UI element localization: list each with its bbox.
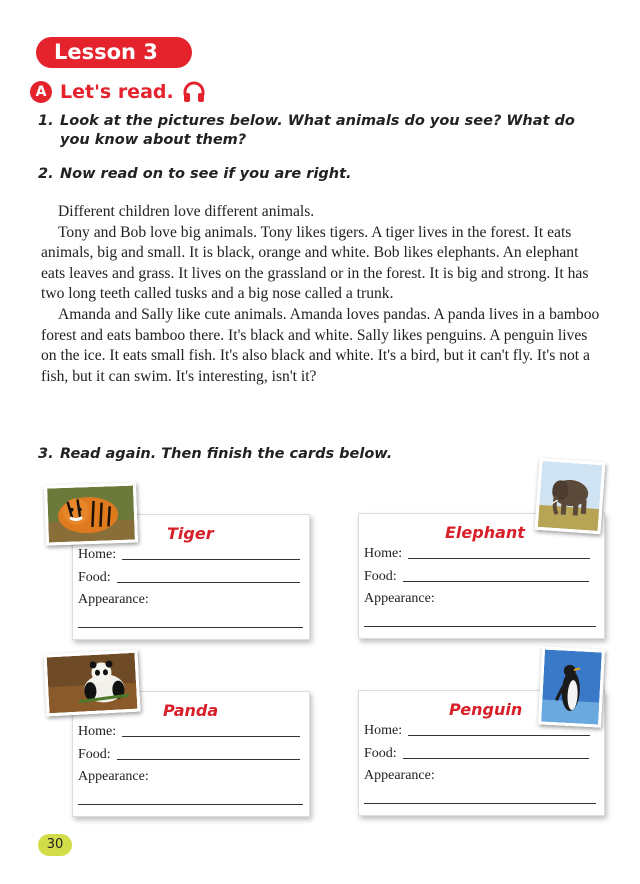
appearance-label: Appearance: xyxy=(364,768,435,783)
question-text: Now read on to see if you are right. xyxy=(60,166,352,182)
elephant-photo xyxy=(535,458,606,534)
home-answer-line[interactable] xyxy=(408,734,590,736)
appearance-answer-line[interactable] xyxy=(364,626,596,627)
section-header xyxy=(30,80,206,104)
home-row xyxy=(364,723,590,739)
question-number: 1. xyxy=(38,113,54,129)
home-row xyxy=(78,547,300,563)
food-answer-line[interactable] xyxy=(403,580,589,582)
page-number: 30 xyxy=(38,834,72,856)
lesson-title: Lesson 3 xyxy=(36,37,192,68)
appearance-label: Appearance: xyxy=(78,592,149,607)
home-label: Home: xyxy=(78,724,117,739)
food-label: Food: xyxy=(364,569,397,584)
food-answer-line[interactable] xyxy=(117,758,300,760)
food-row xyxy=(78,747,300,763)
penguin-photo xyxy=(538,646,605,727)
food-label: Food: xyxy=(364,746,397,761)
appearance-label: Appearance: xyxy=(78,769,149,784)
card-title: Penguin xyxy=(449,700,523,719)
food-label: Food: xyxy=(78,747,111,762)
card-title: Elephant xyxy=(445,523,525,542)
home-answer-line[interactable] xyxy=(122,735,300,737)
card-title: Tiger xyxy=(167,524,214,543)
home-label: Home: xyxy=(364,723,403,738)
question-text: Look at the pictures below. What animals do you see? What do xyxy=(60,113,575,129)
question-text: Read again. Then finish the cards below. xyxy=(60,446,393,462)
food-label: Food: xyxy=(78,570,111,585)
section-title: Let's read. xyxy=(60,81,174,103)
panda-photo xyxy=(43,650,140,717)
passage-paragraph: Amanda and Sally like cute animals. Amanda loves pandas. A panda lives in a bamboo forest and eats bamboo there. It's black and white. Sally likes penguins. A penguin lives on the ice. It eats small fish. It's also black and white. It's a bird, but it can't fly. It's not a fish, but it can swim. It's interesting, isn't it? xyxy=(41,305,600,385)
home-row xyxy=(364,546,590,562)
food-row xyxy=(364,746,589,762)
question-number: 2. xyxy=(38,166,54,182)
appearance-row xyxy=(78,769,149,785)
question-number: 3. xyxy=(38,446,54,462)
home-answer-line[interactable] xyxy=(408,557,590,559)
appearance-row xyxy=(78,592,149,608)
appearance-row xyxy=(364,591,435,607)
appearance-label: Appearance: xyxy=(364,591,435,606)
question-1 xyxy=(38,112,613,150)
headphones-icon[interactable] xyxy=(182,80,206,104)
appearance-answer-line[interactable] xyxy=(78,804,303,805)
question-2 xyxy=(38,165,352,184)
food-answer-line[interactable] xyxy=(403,757,589,759)
home-label: Home: xyxy=(364,546,403,561)
card-title: Panda xyxy=(163,701,219,720)
tiger-photo xyxy=(44,482,138,545)
section-badge: A xyxy=(30,81,52,103)
appearance-answer-line[interactable] xyxy=(78,627,303,628)
home-label: Home: xyxy=(78,547,117,562)
home-answer-line[interactable] xyxy=(122,558,300,560)
food-row xyxy=(364,569,589,585)
passage-paragraph: Tony and Bob love big animals. Tony likes tigers. A tiger lives in the forest. It eats animals, big and small. It is black, orange and white. Bob likes elephants. An elephant eats leaves and grass. It lives on the grassland or in the forest. It is big and strong. It has two long teeth called tusks and a big nose called a trunk. xyxy=(41,223,589,303)
food-answer-line[interactable] xyxy=(117,581,300,583)
question-3 xyxy=(38,445,392,464)
appearance-answer-line[interactable] xyxy=(364,803,596,804)
question-text-cont: you know about them? xyxy=(60,132,247,148)
food-row xyxy=(78,570,300,586)
reading-passage xyxy=(41,202,601,387)
home-row xyxy=(78,724,300,740)
appearance-row xyxy=(364,768,435,784)
passage-paragraph: Different children love different animals. xyxy=(58,203,315,220)
